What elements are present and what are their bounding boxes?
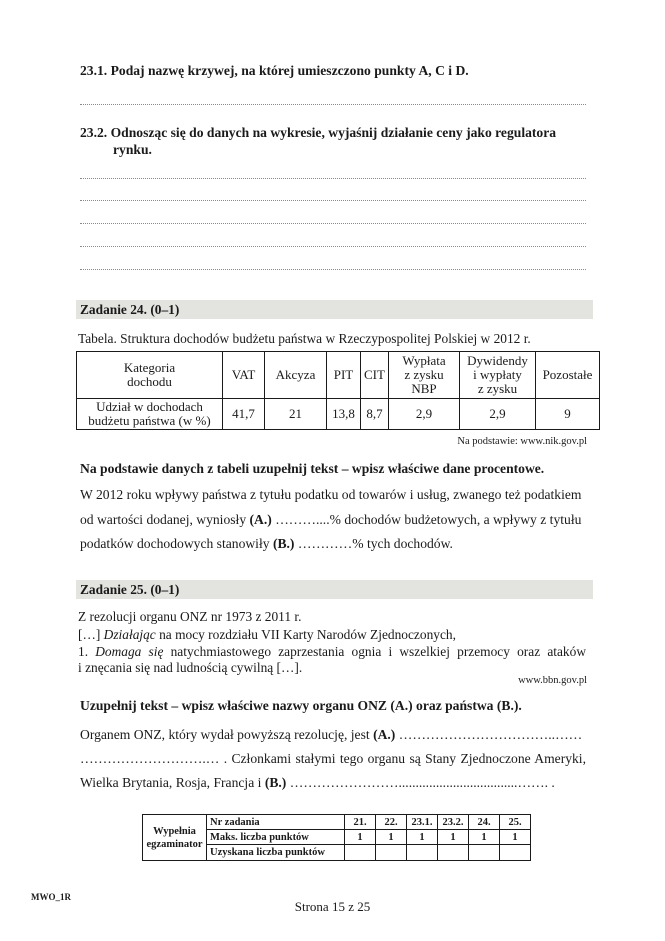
question-text: Podaj nazwę krzywej, na której umieszczono punkty A, C i D. [110,63,469,78]
header-cell-pit [327,352,361,399]
row-label-max-points: Maks. liczba punktów [207,830,345,845]
obtained-points-cell[interactable] [407,845,438,861]
table-data-row [77,399,600,430]
task-24-header: Zadanie 24. (0–1) [76,300,593,319]
task-number-cell: 23.2. [438,815,469,830]
examiner-label-line: egzaminator [146,838,203,850]
header-text: Pozostałe [542,367,593,382]
value-cell-dywidendy: 2,9 [460,399,536,430]
blank-label-a: (A.) [373,727,396,742]
header-text: Dywidendy [467,353,528,368]
value-cell-nbp: 2,9 [389,399,460,430]
paragraph-text: Organem ONZ, który wydał powyższą rezolucję, jest [80,727,374,742]
header-cell-akcyza [265,352,327,399]
header-cell-pozostale [536,352,600,399]
data-row-label-cell [77,399,223,430]
quote-line-2 [78,644,586,660]
header-text: CIT [364,367,385,382]
header-cell-vat [223,352,265,399]
quote-intro: Z rezolucji organu ONZ nr 1973 z 2011 r. [78,609,302,624]
question-23-1 [80,63,469,79]
header-text: PIT [333,367,354,382]
task-number-row [143,815,531,830]
task-24-paragraph-line-3 [80,536,586,552]
question-text-continued: rynku. [113,142,152,157]
task-25-header: Zadanie 25. (0–1) [76,580,593,599]
question-number: 23.2. [80,125,108,140]
quote-italic: Działając [103,627,156,642]
obtained-points-cell[interactable] [376,845,407,861]
quote-line-1 [78,627,456,643]
header-text: VAT [231,367,256,382]
value-cell-pit: 13,8 [327,399,361,430]
max-points-cell: 1 [345,830,376,845]
header-text: NBP [411,381,437,396]
data-label-line: Udział w dochodach [96,399,203,414]
answer-line-23-2-1[interactable] [80,178,586,179]
quote-text: […] [78,627,104,642]
task-number-cell: 24. [469,815,500,830]
paragraph-text: Członkami stałymi tego organu są Stany Zjednoczone Ameryki, [227,751,586,766]
data-label-line: budżetu państwa (w %) [88,413,211,428]
income-structure-table [76,351,600,430]
question-number: 23.1. [80,63,108,78]
question-23-2-continued [113,142,152,158]
paragraph-text: W 2012 roku wpływy państwa z tytułu podatku od towarów i usług, zwanego też podatkiem [80,487,582,502]
max-points-cell: 1 [407,830,438,845]
value-cell-cit: 8,7 [361,399,389,430]
task-number-cell: 22. [376,815,407,830]
obtained-points-cell[interactable] [345,845,376,861]
paragraph-text: dochodów budżetowych, a wpływy z tytułu [344,512,582,527]
max-points-cell: 1 [469,830,500,845]
header-label-line: Kategoria [123,360,176,375]
header-text: Wypłata [402,353,446,368]
blank-a-field[interactable]: ………....% [271,512,345,527]
blank-label-b: (B.) [272,536,295,551]
task-25-paragraph-line-3 [80,775,586,791]
paragraph-text: od wartości dodanej, wyniosły [80,512,250,527]
task-number-cell: 23.1. [407,815,438,830]
examiner-label-cell [143,815,207,861]
task-24-instruction: Na podstawie danych z tabeli uzupełnij tekst – wpisz właściwe dane procentowe. [80,461,545,476]
max-points-cell: 1 [376,830,407,845]
quote-line-3: i znęcania się nad ludnością cywilną […]. [78,660,303,675]
row-label-obtained-points: Uzyskana liczba punktów [207,845,345,861]
answer-line-23-2-3[interactable] [80,223,586,224]
task-24-paragraph-line-1 [80,487,586,503]
obtained-points-cell[interactable] [500,845,531,861]
max-points-cell: 1 [500,830,531,845]
task-24-paragraph-line-2 [80,512,586,528]
answer-line-23-1[interactable] [80,104,586,105]
obtained-points-cell[interactable] [438,845,469,861]
task-25-instruction: Uzupełnij tekst – wpisz właściwe nazwy organu ONZ (A.) oraz państwa (B.). [80,698,522,713]
paragraph-text: podatków dochodowych stanowiły [80,536,273,551]
paragraph-text: % tych dochodów. [352,536,453,551]
header-category-cell [77,352,223,399]
question-text: Odnosząc się do danych na wykresie, wyjaśnij działanie ceny jako regulatora [110,125,557,140]
quote-text: 1. [78,644,96,659]
quote-text: natychmiastowego zaprzestania ognia i wszelkiej przemocy oraz ataków [163,644,586,659]
blank-a-field[interactable]: ……………………………..…… [395,727,583,742]
answer-line-23-2-4[interactable] [80,246,586,247]
task-number-cell: 25. [500,815,531,830]
blank-b-field[interactable]: ……………………...................................……. . [286,775,555,790]
quote-text: na mocy rozdziału VII Karty Narodów Zjednoczonych, [155,627,456,642]
blank-a-field-continued[interactable]: ……………………….… . [80,751,228,766]
header-cell-dywidendy [460,352,536,399]
header-label-line: dochodu [127,374,172,389]
value-cell-vat: 41,7 [223,399,265,430]
blank-b-field[interactable]: ………… [294,536,353,551]
exam-code: MWO_1R [31,892,71,902]
task-number-cell: 21. [345,815,376,830]
header-text: Akcyza [275,367,316,382]
examiner-label-line: Wypełnia [153,825,196,837]
value-cell-akcyza: 21 [265,399,327,430]
task-25-paragraph-line-1 [80,727,586,743]
quote-source: www.bbn.gov.pl [518,675,587,686]
paragraph-text: Wielka Brytania, Rosja, Francja i [80,775,265,790]
quote-italic: Domaga się [95,644,164,659]
obtained-points-cell[interactable] [469,845,500,861]
header-cell-cit [361,352,389,399]
answer-line-23-2-5[interactable] [80,269,586,270]
blank-label-b: (B.) [264,775,287,790]
max-points-cell: 1 [438,830,469,845]
table-header-row [77,352,600,399]
header-text: z zysku [477,381,518,396]
row-label-task-number: Nr zadania [207,815,345,830]
header-text: z zysku [404,367,444,382]
task-25-paragraph-line-2 [80,751,586,767]
examiner-score-table [142,814,531,861]
header-text: i wypłaty [473,367,522,382]
blank-label-a: (A.) [249,512,272,527]
page-number: Strona 15 z 25 [294,899,371,914]
table-caption: Tabela. Struktura dochodów budżetu państwa w Rzeczypospolitej Polskiej w 2012 r. [78,331,531,346]
value-cell-pozostale: 9 [536,399,600,430]
question-23-2 [80,125,586,141]
header-cell-nbp [389,352,460,399]
table-source: Na podstawie: www.nik.gov.pl [457,436,587,447]
answer-line-23-2-2[interactable] [80,200,586,201]
